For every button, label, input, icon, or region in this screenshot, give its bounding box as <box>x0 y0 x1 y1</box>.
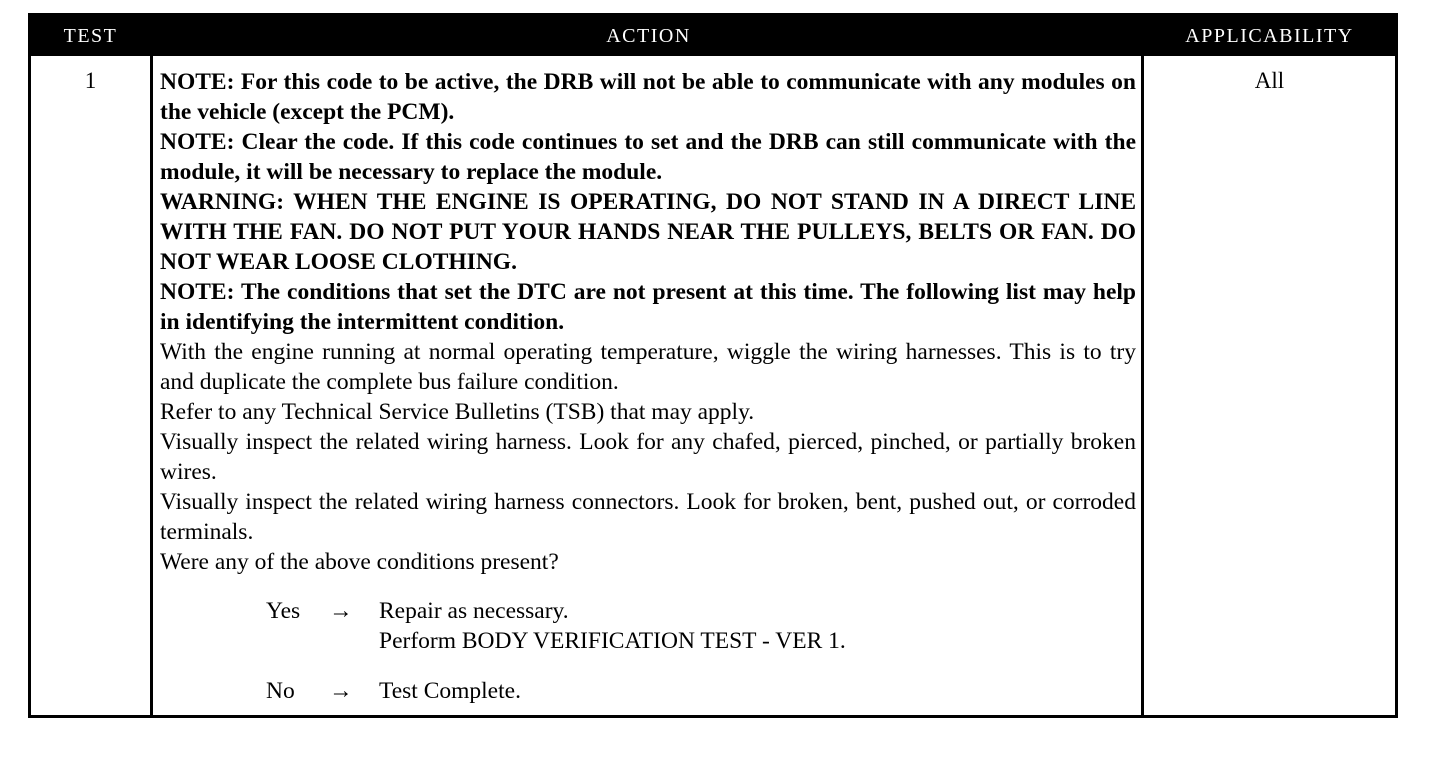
header-applicability: APPLICABILITY <box>1185 25 1354 47</box>
arrow-icon: → <box>329 598 353 624</box>
yes-result-line1: Repair as necessary. <box>379 598 569 624</box>
warning-paragraph: WARNING: WHEN THE ENGINE IS OPERATING, DO NOT STAND IN A DIRECT LINE WITH THE FAN. DO NOT PUT YOUR HANDS NEAR THE PULLEYS, BELTS OR FAN. DO NOT WEAR LOOSE CLOTHING. <box>160 189 1136 275</box>
yes-result-line2: Perform BODY VERIFICATION TEST - VER 1. <box>379 628 846 654</box>
yes-label: Yes <box>266 598 301 624</box>
instruction-paragraph: Refer to any Technical Service Bulletins (TSB) that may apply. <box>160 399 755 425</box>
no-result-line1: Test Complete. <box>379 678 521 704</box>
note-paragraph: NOTE: The conditions that set the DTC are not present at this time. The following list may help in identifying the intermittent condition. <box>160 279 1136 335</box>
arrow-icon: → <box>329 678 353 704</box>
note-paragraph: NOTE: For this code to be active, the DRB will not be able to communicate with any modules on the vehicle (except the PCM). <box>160 69 1136 125</box>
instruction-paragraph: With the engine running at normal operating temperature, wiggle the wiring harnesses. This is to try and duplicate the complete bus failure condition. <box>160 339 1136 395</box>
diagnostic-table <box>28 13 1398 718</box>
table-header <box>31 16 1395 56</box>
question-paragraph: Were any of the above conditions present? <box>160 549 559 575</box>
header-action: ACTION <box>606 25 691 47</box>
action-cell <box>160 67 1136 577</box>
no-label: No <box>266 678 295 704</box>
header-test: TEST <box>63 25 118 47</box>
instruction-paragraph: Visually inspect the related wiring harness connectors. Look for broken, bent, pushed out, or corroded terminals. <box>160 489 1136 545</box>
instruction-paragraph: Visually inspect the related wiring harness. Look for any chafed, pierced, pinched, or partially broken wires. <box>160 429 1136 485</box>
applicability-value: All <box>1254 68 1285 93</box>
column-divider <box>1141 56 1144 715</box>
column-divider <box>150 56 153 715</box>
note-paragraph: NOTE: Clear the code. If this code continues to set and the DRB can still communicate with the module, it will be necessary to replace the module. <box>160 129 1136 185</box>
test-number: 1 <box>84 68 97 93</box>
